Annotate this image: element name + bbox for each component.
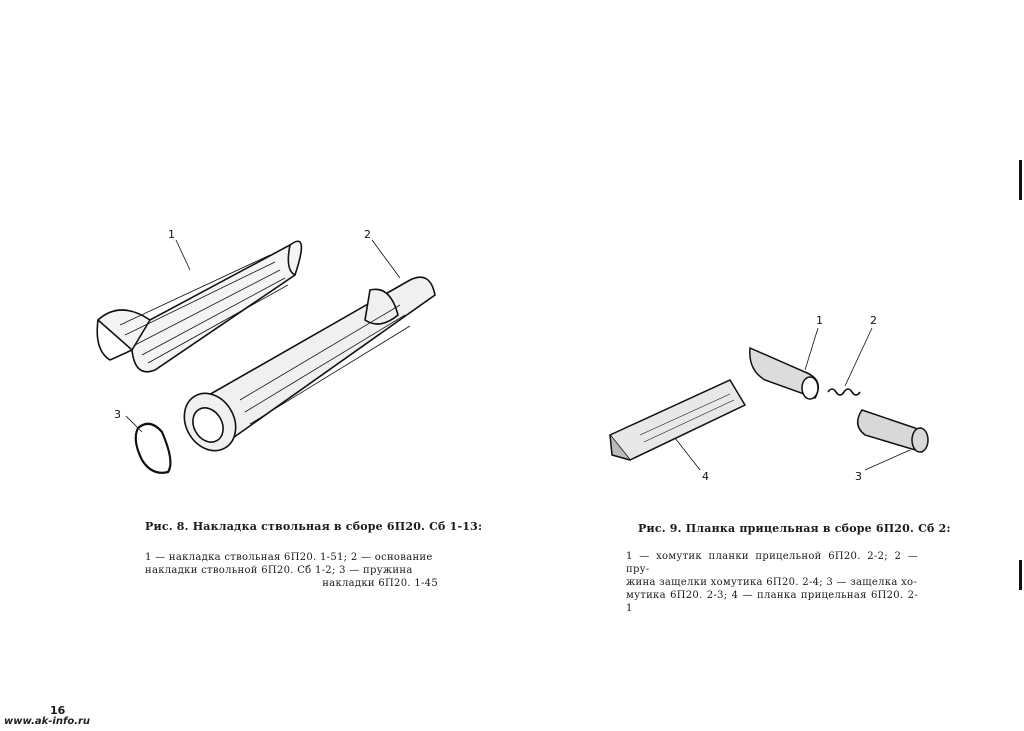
callout-1: 1 [816, 314, 823, 327]
legend-line: накладки ствольной 6П20. Сб 1-2; 3 — пружина [145, 565, 413, 576]
latch-spring [828, 389, 860, 395]
figure-9-legend [626, 550, 918, 615]
legend-line: жина защелки хомутика 6П20. 2-4; 3 — защелка хо- [626, 577, 918, 588]
sight-leaf [610, 380, 745, 460]
legend-line: 1 — хомутик планки прицельной 6П20. 2-2; 2 — пру- [626, 551, 918, 575]
figure-8-caption: Рис. 8. Накладка ствольная в сборе 6П20. Сб 1-13: [145, 520, 483, 533]
page-number: 16 [50, 704, 66, 717]
legend-line: накладки 6П20. 1-45 [322, 578, 438, 589]
figure-8-legend [145, 551, 438, 590]
callout-3: 3 [114, 408, 121, 421]
callout-1: 1 [168, 228, 175, 241]
callout-2: 2 [364, 228, 371, 241]
figure-9-caption: Рис. 9. Планка прицельная в сборе 6П20. Сб 2: [638, 522, 951, 535]
figure-9-drawing [600, 310, 960, 490]
site-watermark: www.ak-info.ru [4, 716, 91, 727]
handguard-cover [97, 241, 301, 372]
figure-8-drawing [80, 200, 500, 500]
callout-4: 4 [702, 470, 709, 483]
legend-line: 1 — накладка ствольная 6П20. 1-51; 2 — основание [145, 552, 433, 563]
callout-2: 2 [870, 314, 877, 327]
scan-edge-mark [1019, 560, 1022, 590]
callout-3: 3 [855, 470, 862, 483]
legend-line: мутика 6П20. 2-3; 4 — планка прицельная 6П20. 2-1 [626, 590, 918, 614]
scan-edge-mark [1019, 160, 1022, 200]
latch-part [858, 410, 928, 452]
collar-part [750, 348, 819, 399]
